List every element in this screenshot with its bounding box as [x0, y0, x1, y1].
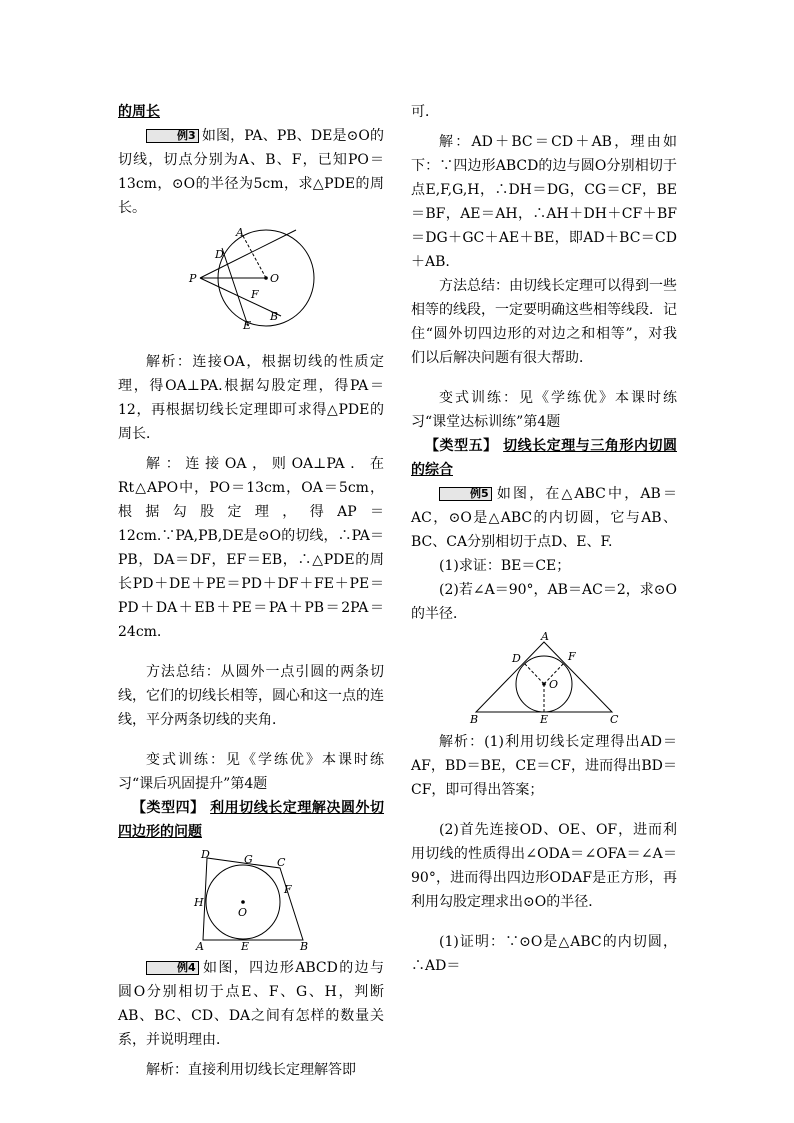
figure-incircle-triangle [464, 632, 624, 724]
solution-4: 解：AD＋BC＝CD＋AB，理由如下：∵四边形ABCD的边与圆O分别相切于点E,F,G,H，∴DH＝DG，CG＝CF，BE＝BF，AE＝AH，∴AH＋DH＋CF＋BF＝DG＋GC＋AE＋BE，即AD＋BC＝CD＋AB. [411, 134, 677, 270]
center-dot [264, 276, 268, 280]
label-g: G [244, 853, 253, 866]
analysis-3: 解析：连接OA，根据切线的性质定理，得OA⊥PA.根据勾股定理，得PA＝12，再根据切线长定理即可求得△PDE的周长． [118, 354, 384, 442]
example-4-text: 如图，四边形ABCD的边与圆O分别相切于点E、F、G、H，判断AB、BC、CD、DA之间有怎样的数量关系，并说明理由． [118, 960, 384, 1048]
example-3-text: 如图，PA、PB、DE是⊙O的切线，切点分别为A、B、F，已知PO＝13cm，⊙O的半径为5cm，求△PDE的周长。 [118, 128, 384, 216]
variant-exercise-3: 变式训练：见《学练优》本课时练习“课后巩固提升”第4题 [118, 752, 384, 792]
label-o: O [549, 678, 559, 691]
segment-oa [243, 236, 266, 278]
tangent-pb [200, 278, 281, 316]
label-e: E [243, 319, 252, 332]
example-5-question-2: (2)若∠A＝90°，AB＝AC＝2，求⊙O的半径． [411, 582, 677, 622]
label-e: E [241, 940, 250, 950]
center-dot [542, 682, 546, 686]
label-d: D [215, 248, 224, 261]
label-c: C [277, 856, 286, 869]
method-summary-4: 方法总结：由切线长定理可以得到一些相等的线段，一定要明确这些相等线段．记住“圆外切四边形的对边之和相等”，对我们以后解决问题有很大帮助． [411, 278, 677, 366]
analysis-4-continued: 可． [411, 104, 439, 120]
type-5-title: 切线长定理与三角形内切圆的综合 [411, 438, 678, 478]
example-5-tag: 例5 [439, 487, 492, 501]
example-4 [118, 956, 384, 1052]
type-5-heading [411, 434, 677, 482]
type-5-bracket: 【类型五】 [425, 438, 498, 454]
center-dot [241, 900, 245, 904]
right-column [411, 100, 677, 978]
solution-3: 解：连接OA，则OA⊥PA．在Rt△APO中，PO＝13cm，OA＝5cm，根据勾股定理，得AP＝12cm.∵PA,PB,DE是⊙O的切线，∴PA＝PB，DA＝DF，EF＝EB，∴△PDE的周长PD＋DE＋PE＝PD＋DF＋FE＋PE＝PD＋DA＋EB＋PE＝PA＋PB＝2PA＝24cm. [118, 456, 384, 640]
segment-od [524, 663, 544, 684]
type-4-heading [118, 796, 384, 844]
example-5-text: 如图，在△ABC中，AB＝AC，⊙O是△ABC的内切圆，它与AB、BC、CA分别相切于点D、E、F. [411, 486, 677, 550]
label-d: D [512, 652, 521, 665]
label-c: C [610, 713, 619, 724]
type-4-title: 利用切线长定理解决圆外切四边形的问题 [118, 800, 385, 840]
section-heading-continued: 的周长 [118, 104, 160, 120]
type-4-bracket: 【类型四】 [132, 800, 205, 816]
figure-circumscribed-quad [181, 850, 321, 950]
label-h: H [194, 896, 204, 909]
label-p: P [189, 272, 197, 285]
label-b: B [270, 310, 279, 323]
label-f: F [251, 288, 259, 301]
label-e: E [540, 713, 549, 724]
example-3-tag: 例3 [146, 129, 199, 143]
label-a: A [541, 632, 549, 643]
example-3 [118, 124, 384, 220]
method-summary-3: 方法总结：从圆外一点引圆的两条切线，它们的切线长相等，圆心和这一点的连线，平分两条切线的夹角． [118, 664, 384, 728]
analysis-5-part-2: (2)首先连接OD、OE、OF，进而利用切线的性质得出∠ODA＝∠OFA＝∠A＝90°，进而得出四边形ODAF是正方形，再利用勾股定理求出⊙O的半径． [411, 822, 677, 910]
example-5-question-1: (1)求证：BE＝CE； [439, 558, 571, 574]
proof-5: (1)证明：∵⊙O是△ABC的内切圆，∴AD＝ [411, 934, 677, 974]
label-f: F [284, 883, 292, 896]
label-a: A [196, 940, 204, 950]
label-b: B [470, 713, 479, 724]
analysis-5-part-1: 解析：(1)利用切线长定理得出AD＝AF，BD＝BE，CE＝CF，进而得出BD＝CF，即可得出答案； [411, 734, 677, 798]
quadrilateral-abcd [203, 858, 303, 940]
label-o: O [270, 272, 280, 285]
example-5 [411, 482, 677, 554]
left-column [118, 100, 384, 1082]
label-a: A [236, 226, 244, 239]
figure-tangent-circle [166, 226, 336, 334]
label-o: O [238, 906, 248, 919]
label-d: D [201, 850, 210, 861]
label-f: F [568, 650, 576, 663]
analysis-4: 解析：直接利用切线长定理解答即 [146, 1062, 356, 1078]
variant-exercise-4: 变式训练：见《学练优》本课时练习“课堂达标训练”第4题 [411, 390, 677, 430]
label-b: B [300, 940, 309, 950]
example-4-tag: 例4 [146, 961, 199, 975]
